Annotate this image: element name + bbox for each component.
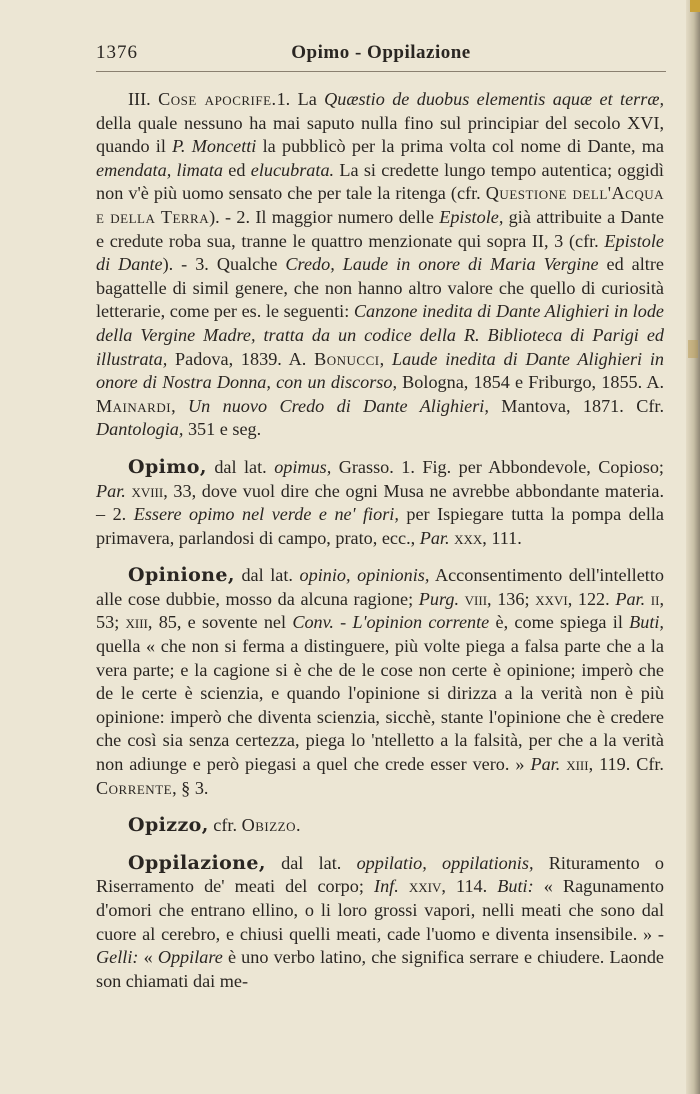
headword: Opizzo, xyxy=(128,814,209,837)
section-iii-paragraph: III. Cose apocrife.1. La Quæstio de duobus elementis aquæ et terræ, della quale nessuno ha mai saputo nulla fino sul principiar del secolo XVI, quando il P. Moncetti la pubblicò per la prima volta col nome di Dante, ma emendata, limata ed elucubrata. La si credette lungo tempo autentica; oggidì non v'è più uomo sensato che per tale la ritenga (cfr. Questione dell'Acqua e della Terra). - 2. Il maggior numero delle Epistole, già attribuite a Dante e credute roba sua, tranne le quattro menzionate qui sopra II, 3 (cfr. Epistole di Dante). - 3. Qualche Credo, Laude in onore di Maria Vergine ed altre bagattelle di simil genere, che non hanno altro valore che quello di curiosità letterarie, come per es. le seguenti: Canzone inedita di Dante Alighieri in lode della Vergine Madre, tratta da un codice della R. Biblioteca di Parigi ed illustrata, Padova, 1839. A. Bonucci, Laude inedita di Dante Alighieri in onore di Nostra Donna, con un discorso, Bologna, 1854 e Friburgo, 1855. A. Mainardi, Un nuovo Credo di Dante Alighieri, Mantova, 1871. Cfr. Dantologia, 351 e seg. xyxy=(96,89,665,440)
entry-opimo: Opimo, dal lat. opimus, Grasso. 1. Fig. per Abbondevole, Copioso; Par. xviii, 33, dove vuol dire che ogni Musa ne avrebbe abbondante materia. – 2. Essere opimo nel verde e ne' fiori, per Ispiegare tutta la pompa della primavera, parlandosi di campo, prato, ecc., Par. xxx, 111. xyxy=(96,455,664,548)
page-edge-tab xyxy=(690,0,700,12)
page-header xyxy=(96,42,666,70)
headword: Opinione, xyxy=(128,564,235,587)
cross-reference: Obizzo xyxy=(241,815,296,836)
section-number: III. xyxy=(128,89,151,109)
header-rule xyxy=(96,71,666,72)
entry-opizzo: Opizzo, cfr. Obizzo. xyxy=(128,814,301,837)
running-title: Opimo - Oppilazione xyxy=(291,42,471,63)
headword: Oppilazione, xyxy=(128,851,266,874)
cross-reference: Questione dell'Acqua e della Terra xyxy=(96,183,665,227)
page-edge-stain xyxy=(688,340,698,358)
cross-reference: Corrente xyxy=(96,777,173,798)
page-edge xyxy=(686,0,700,1094)
headword: Opimo, xyxy=(128,455,207,478)
section-heading: Cose apocrife. xyxy=(158,89,277,109)
entry-oppilazione: Oppilazione, dal lat. oppilatio, oppilationis, Rituramento o Riserramento de' meati del corpo; Inf. xxiv, 114. Buti: « Ragunamento d'omori che entrano ellino, o li loro grossi vapori, nelli meati che sono dal cuore al cerebro, e chiusi quelli meati, cade l'uomo e diventa insensibile. » - Gelli: « Oppilare è uno verbo latino, che significa serrare e chiudere. Laonde son chiamati dai me- xyxy=(96,851,665,991)
author-name: Mainardi xyxy=(96,395,172,416)
entry-opinione: Opinione, dal lat. opinio, opinionis, Acconsentimento dell'intelletto alle cose dubbie, mosso da alcuna ragione; Purg. viii, 136; xxvi, 122. Par. ii, 53; xiii, 85, e sovente nel Conv. - L'opinion corrente è, come spiega il Buti, quella « che non si ferma a distinguere, più volte piega a falsa parte che a la vera parte; e la cagione si è che de le cose non certe è opinione; imperò che de le certe è scienzia, e quando l'opinione si dirizza a la verità non è più opinione: imperò che diventa scienzia, sicchè, stante l'opinione che è credere che così sia senza certezza, piega lo 'ntelletto a la falsità, per che a la verità non adiunge e però piegasi a quel che crede esser vero. » Par. xiii, 119. Cfr. Corrente, § 3. xyxy=(96,564,664,798)
page-body xyxy=(96,88,664,993)
page-number: 1376 xyxy=(96,42,138,63)
author-name: Bonucci xyxy=(314,348,380,369)
